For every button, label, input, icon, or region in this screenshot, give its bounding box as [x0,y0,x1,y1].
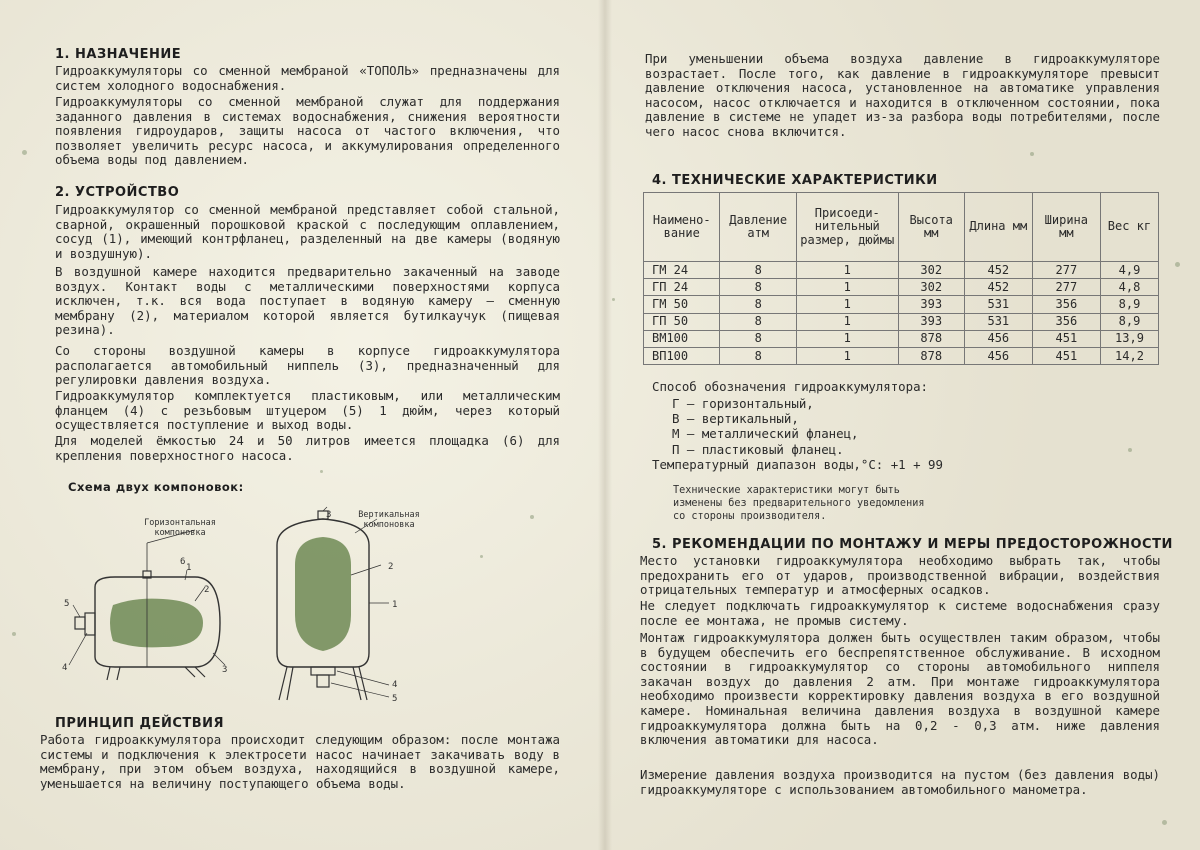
vertical-membrane [295,537,351,651]
table-cell: 8 [720,347,796,364]
part-number-label: 5 [64,599,70,609]
section-5-paragraph-4: Измерение давления воздуха производится на пустом (без давления воды) гидроаккумуляторе с использованием автомобильного манометра. [640,767,1160,797]
paper-fleck [320,470,323,473]
section-5-paragraph-1: Место установки гидроаккумулятора необходимо выбрать так, чтобы предохранить его от ударов, производственной вибрации, воздействия отрицательных температур и атмосферных осадков. [640,553,1160,598]
table-cell: 277 [1032,262,1100,279]
leader-line [351,565,381,575]
table-cell: 531 [964,296,1032,313]
table-cell: 4,9 [1100,262,1158,279]
section-5-paragraph-2: Не следует подключать гидроаккумулятор к системе водоснабжения сразу после ее монтажа, не промыв систему. [640,598,1160,628]
section-5-title: 5. РЕКОМЕНДАЦИИ ПО МОНТАЖУ И МЕРЫ ПРЕДОСТОРОЖНОСТИ [652,537,1173,552]
table-cell: 451 [1032,330,1100,347]
leader-line [69,633,87,665]
table-cell: 1 [796,347,898,364]
table-cell: 531 [964,313,1032,330]
designation-item: В — вертикальный, [672,411,799,427]
table-cell: 1 [796,262,898,279]
horizontal-left-foot [107,667,120,680]
principle-continued-paragraph: При уменьшении объема воздуха давление в гидроаккумуляторе возрастает. После того, как давление в гидроаккумуляторе превысит давление отключения насоса, установленное на автоматике управления насосом, насос отключается и находится в отключенном состоянии, пока давление в системе не упадет из-за разбора воды потребителями, после чего насос снова включится. [645,51,1160,139]
horizontal-flange [85,613,95,635]
table-cell: 1 [796,330,898,347]
horizontal-right-foot [185,667,205,677]
table-cell: 393 [898,313,964,330]
table-cell: ВМ100 [644,330,720,347]
part-number-label: 1 [392,600,398,610]
table-row [644,330,1159,347]
scheme-vertical-label: Вертикальная компоновка [358,510,420,530]
col-header-pressure: Давление атм [720,193,796,262]
table-cell: 8 [720,262,796,279]
table-cell: 456 [964,347,1032,364]
paper-fleck [1128,448,1132,452]
table-cell: 356 [1032,296,1100,313]
horizontal-fitting [75,617,85,629]
designation-item: Г — горизонтальный, [672,396,814,411]
paper-fleck [1175,262,1180,267]
table-cell: 393 [898,296,964,313]
section-2-paragraph-2: В воздушной камере находится предварительно закаченный на заводе воздух. Контакт воды с металлическими поверхностями корпуса исключен, т.к. вся вода поступает в водяную камеру — сменную мембрану (2), материалом которой является бутилкаучук (пищевая резина). [55,264,560,338]
table-cell: 8,9 [1100,296,1158,313]
table-cell: 8 [720,296,796,313]
part-number-label: 1 [186,563,192,573]
table-cell: 8,9 [1100,313,1158,330]
horizontal-membrane [110,599,203,648]
table-cell: ГП 24 [644,279,720,296]
col-header-height: Высота мм [898,193,964,262]
table-cell: 277 [1032,279,1100,296]
paper-fleck [12,632,16,636]
col-header-connection: Присоеди-нительный размер, дюймы [796,193,898,262]
part-number-label: 4 [62,663,68,673]
specs-disclaimer: Технические характеристики могут быть изменены без предварительного уведомления со стороны производителя. [673,485,925,522]
table-cell: 8 [720,330,796,347]
table-cell: 4,8 [1100,279,1158,296]
section-1-paragraph-2: Гидроаккумуляторы со сменной мембраной служат для поддержания заданного давления в системах водоснабжения, снижения вероятности появления гидроударов, защиты насоса от частого включения, что позволяет увеличить ресурс насоса, и аккумулирования определенного объема воды под давлением. [55,94,560,168]
section-2-paragraph-1: Гидроаккумулятор со сменной мембраной представляет собой стальной, сварной, окрашенный порошковой краской с последующим оплавлением, сосуд (1), имеющий контрфланец, разделенный на две камеры (водяную и воздушную). [55,202,560,261]
paper-fleck [530,515,534,519]
table-cell: ГП 50 [644,313,720,330]
paper-fleck [612,298,615,301]
table-cell: 878 [898,330,964,347]
scheme-diagram [55,505,415,705]
part-number-label: 3 [326,510,332,520]
table-cell: 356 [1032,313,1100,330]
table-row [644,296,1159,313]
part-number-label: 3 [222,665,228,675]
vertical-legs [279,667,367,700]
col-header-width: Ширина мм [1032,193,1100,262]
designation-title: Способ обозначения гидроаккумулятора: [652,379,929,394]
table-cell: ГМ 50 [644,296,720,313]
paper-fleck [480,555,483,558]
vertical-flange [311,667,335,675]
section-1-title: 1. НАЗНАЧЕНИЕ [55,47,182,62]
table-row [644,347,1159,364]
table-cell: ГМ 24 [644,262,720,279]
paper-fleck [1030,152,1034,156]
section-2-paragraph-3: Со стороны воздушной камеры в корпусе гидроаккумулятора располагается автомобильный ниппель (3), предназначенный для регулировки давления воздуха. [55,343,560,388]
section-1-paragraph-1: Гидроаккумуляторы со сменной мембраной «ТОПОЛЬ» предназначены для систем холодного водоснабжения. [55,63,560,93]
section-2-paragraph-5: Для моделей ёмкостью 24 и 50 литров имеется площадка (6) для крепления поверхностного насоса. [55,433,560,463]
table-cell: ВП100 [644,347,720,364]
vertical-tank [277,507,389,700]
part-number-label: 2 [204,585,210,595]
principle-title: ПРИНЦИП ДЕЙСТВИЯ [55,716,225,731]
leader-line [73,605,80,617]
table-cell: 452 [964,279,1032,296]
designation-list [672,396,859,457]
paper-fleck [1162,820,1167,825]
table-cell: 1 [796,296,898,313]
vertical-fitting [317,675,329,687]
table-cell: 13,9 [1100,330,1158,347]
section-5-paragraph-3: Монтаж гидроаккумулятора должен быть осуществлен таким образом, чтобы в будущем обеспечить его беспрепятственное обслуживание. В исходном состоянии в гидроаккумулятор со стороны автомобильного ниппеля закачан воздух до давления 2 атм. При монтаже гидроаккумулятора необходимо произвести корректировку давления воздуха в его воздушной камере. Номинальная величина давления воздуха в воздушной камере гидроаккумулятора должна быть на 0,2 - 0,3 атм. ниже давления включения автоматики для насоса. [640,630,1160,748]
designation-item: П — пластиковый фланец. [672,441,844,457]
leader-line [213,653,225,665]
table-cell: 8 [720,279,796,296]
table-cell: 14,2 [1100,347,1158,364]
table-header-row [644,193,1159,262]
scheme-horizontal-label: Горизонтальная компоновка [144,518,216,538]
table-cell: 1 [796,313,898,330]
col-header-name: Наимено-вание [644,193,720,262]
horizontal-tank [69,530,228,680]
specifications-table [643,192,1159,365]
table-cell: 302 [898,262,964,279]
table-cell: 452 [964,262,1032,279]
paper-fleck [22,150,27,155]
table-cell: 8 [720,313,796,330]
table-cell: 456 [964,330,1032,347]
table-row [644,262,1159,279]
col-header-weight: Вес кг [1100,193,1158,262]
designation-item: М — металлический фланец, [672,426,859,442]
page-fold [598,0,612,850]
part-number-label: 6 [180,557,186,567]
temperature-range: Температурный диапазон воды,°С: +1 + 99 [652,457,943,472]
section-2-title: 2. УСТРОЙСТВО [55,185,180,200]
part-number-label: 4 [392,680,398,690]
part-number-label: 2 [388,562,394,572]
principle-paragraph: Работа гидроаккумулятора происходит следующим образом: после монтажа системы и подключения к электросети насос начинает закачивать воду в мембрану, при этом объем воздуха, находящийся в воздушной камере, уменьшается на величину поступающего объема воды. [40,732,560,791]
table-cell: 451 [1032,347,1100,364]
table-cell: 302 [898,279,964,296]
section-2-paragraph-4: Гидроаккумулятор комплектуется пластиковым, или металлическим фланцем (4) с резьбовым штуцером (5) 1 дюйм, через который осуществляется поступление и выход воды. [55,388,560,433]
part-number-label: 5 [392,694,398,704]
table-cell: 878 [898,347,964,364]
col-header-length: Длина мм [964,193,1032,262]
table-cell: 1 [796,279,898,296]
section-4-title: 4. ТЕХНИЧЕСКИЕ ХАРАКТЕРИСТИКИ [652,173,938,188]
table-row [644,313,1159,330]
scheme-title: Схема двух компоновок: [68,480,244,494]
table-row [644,279,1159,296]
